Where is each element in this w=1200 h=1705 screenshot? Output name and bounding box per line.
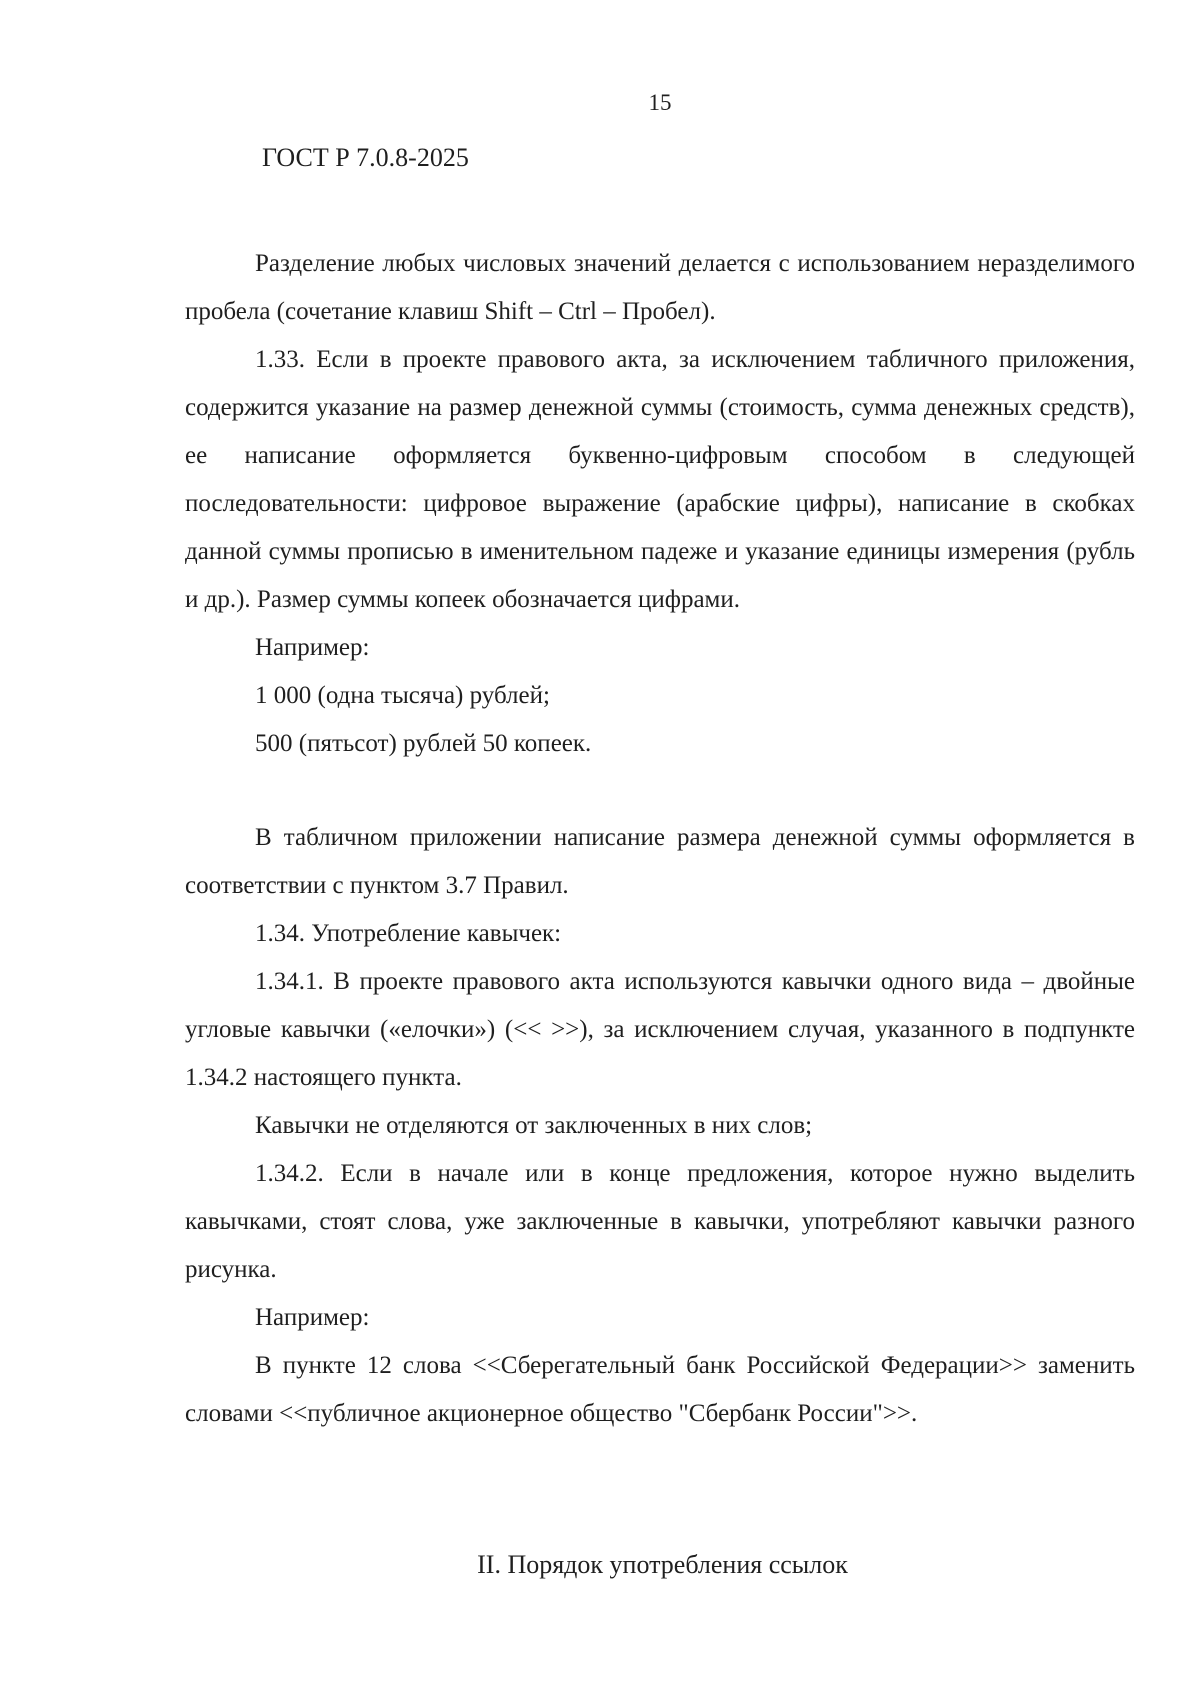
example-label: Например: (255, 1304, 370, 1331)
document-body (185, 240, 1135, 1438)
paragraph-1-34-2: 1.34.2. Если в начале или в конце предложения, которое нужно выделить кавычками, стоят слова, уже заключенные в кавычки, употребляют кавычки разного рисунка. (185, 1160, 1135, 1283)
paragraph-1-33: 1.33. Если в проекте правового акта, за исключением табличного приложения, содержится указание на размер денежной суммы (стоимость, сумма денежных средств), ее написание оформляется буквенно-цифровым способом в следующей последовательности: цифровое выражение (арабские цифры), написание в скобках данной суммы прописью в именительном падеже и указание единицы измерения (рубль и др.). Размер суммы копеек обозначается цифрами. (185, 346, 1135, 613)
page-number: 15 (648, 90, 672, 115)
paragraph-1-34: 1.34. Употребление кавычек: (255, 920, 562, 947)
paragraph-table-appendix: В табличном приложении написание размера денежной суммы оформляется в соответствии с пунктом 3.7 Правил. (185, 824, 1135, 899)
paragraph-number-separation: Разделение любых числовых значений делается с использованием неразделимого пробела (сочетание клавиш Shift – Ctrl – Пробел). (185, 250, 1135, 325)
example-label: Например: (255, 634, 370, 661)
paragraph-1-34-1: 1.34.1. В проекте правового акта используются кавычки одного вида – двойные угловые кавычки («елочки») (<< >>), за исключением случая, указанного в подпункте 1.34.2 настоящего пункта. (185, 968, 1135, 1091)
paragraph-quotes-note: Кавычки не отделяются от заключенных в них слов; (255, 1112, 813, 1139)
spacer (185, 768, 1135, 814)
paragraph-example-quote: В пункте 12 слова <<Сберегательный банк Российской Федерации>> заменить словами <<публичное акционерное общество "Сбербанк России">>. (185, 1352, 1135, 1427)
document-code: ГОСТ Р 7.0.8-2025 (262, 143, 469, 172)
example-line: 1 000 (одна тысяча) рублей; (255, 682, 550, 709)
section-heading: II. Порядок употребления ссылок (477, 1550, 848, 1579)
example-line: 500 (пятьсот) рублей 50 копеек. (255, 730, 592, 757)
